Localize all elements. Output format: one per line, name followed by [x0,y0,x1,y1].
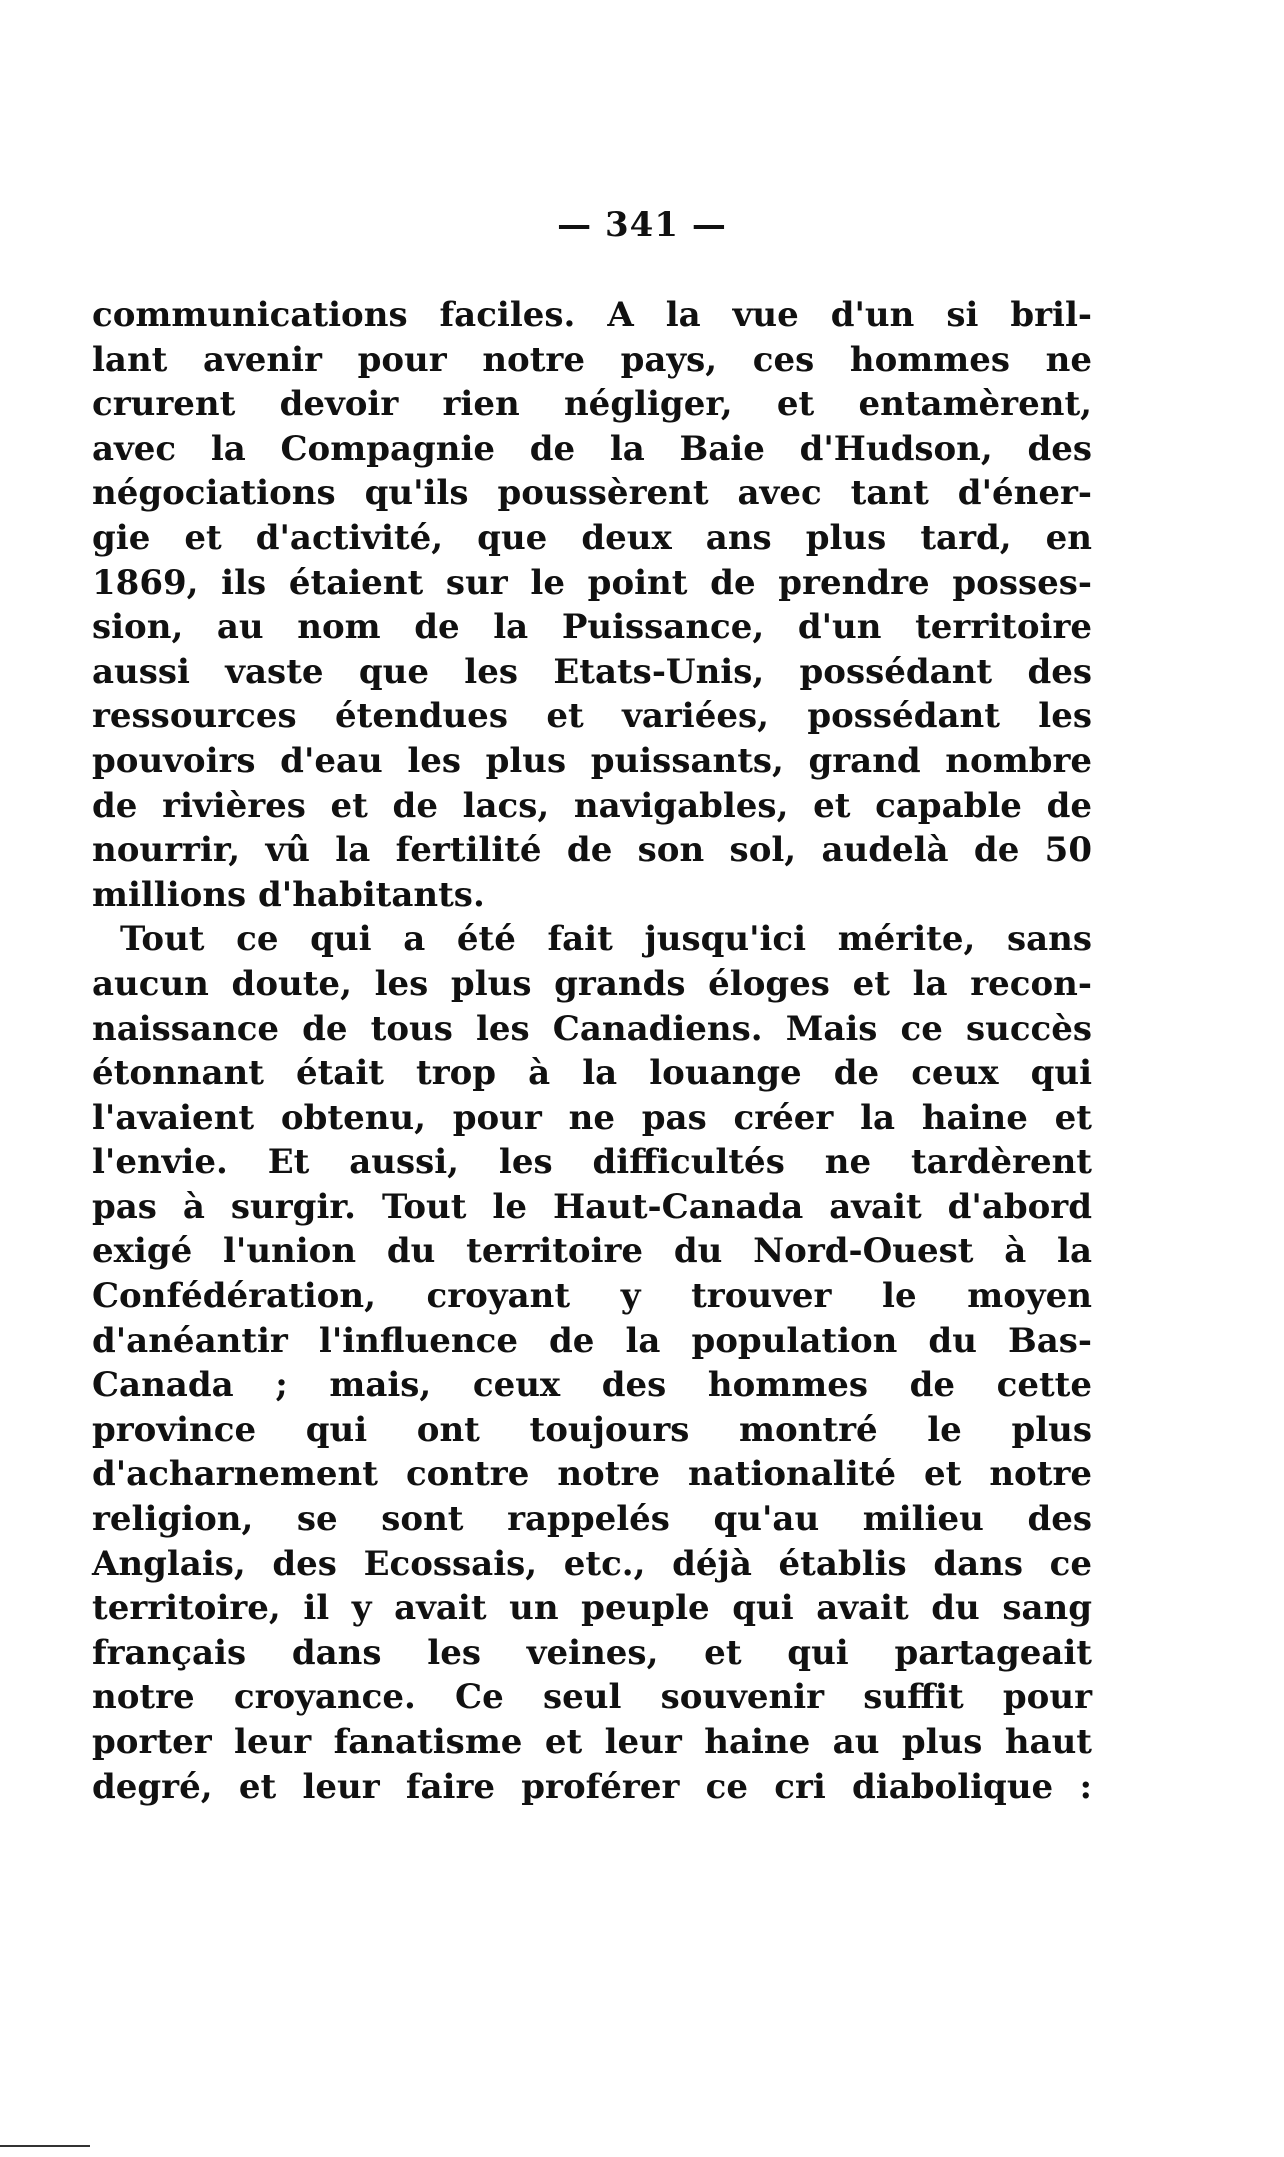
text-line: gie et d'activité, que deux ans plus tard, en [92,517,1092,558]
text-line: d'acharnement contre notre nationalité et notre [92,1454,1092,1495]
text-line: Anglais, des Ecossais, etc., déjà établis dans ce [92,1543,1092,1584]
text-line: porter leur fanatisme et leur haine au plus haut [92,1722,1092,1762]
scan-edge-rule [0,2145,90,2147]
body-text [92,293,1092,1809]
text-line: aussi vaste que les Etats-Unis, possédant des [92,651,1092,692]
text-line: Confédération, croyant y trouver le moyen [92,1276,1092,1317]
text-line: religion, se sont rappelés qu'au milieu des [92,1499,1092,1540]
text-line: crurent devoir rien négliger, et entamèrent, [92,384,1092,425]
text-line: de rivières et de lacs, navigables, et capable de [92,785,1092,826]
text-line: ressources étendues et variées, possédant les [92,696,1092,737]
text-line: Canada ; mais, ceux des hommes de cette [92,1365,1092,1406]
text-line: étonnant était trop à la louange de ceux qui [92,1053,1092,1094]
text-line: exigé l'union du territoire du Nord-Ouest à la [92,1231,1092,1272]
text-line: 1869, ils étaient sur le point de prendre posses- [92,562,1092,603]
text-line: sion, au nom de la Puissance, d'un territoire [92,607,1092,648]
text-line: notre croyance. Ce seul souvenir suffit pour [92,1677,1092,1718]
text-line: naissance de tous les Canadiens. Mais ce succès [92,1008,1092,1049]
text-line: avec la Compagnie de la Baie d'Hudson, des [92,428,1092,469]
text-line: province qui ont toujours montré le plus [92,1409,1092,1450]
text-line: français dans les veines, et qui partageait [92,1632,1092,1673]
text-line: millions d'habitants. [92,874,485,915]
text-line: pas à surgir. Tout le Haut-Canada avait d'abord [92,1186,1092,1227]
text-line: nourrir, vû la fertilité de son sol, audelà de 50 [92,830,1092,871]
text-line: territoire, il y avait un peuple qui avait du sang [92,1588,1092,1629]
paragraph [92,917,1092,1809]
text-line: degré, et leur faire proférer ce cri diabolique : [92,1766,1092,1807]
text-line: l'avaient obtenu, pour ne pas créer la haine et [92,1097,1092,1138]
text-line: aucun doute, les plus grands éloges et la recon- [92,963,1092,1004]
text-line: Tout ce qui a été fait jusqu'ici mérite, sans [120,919,1092,960]
text-line: communications faciles. A la vue d'un si bril- [92,295,1092,335]
text-line: pouvoirs d'eau les plus puissants, grand nombre [92,740,1092,781]
text-line: d'anéantir l'influence de la population du Bas- [92,1320,1092,1361]
page-number: — 341 — [557,205,727,245]
paragraph [92,293,1092,917]
text-line: lant avenir pour notre pays, ces hommes ne [92,339,1092,380]
text-line: négociations qu'ils poussèrent avec tant d'éner- [92,473,1092,514]
text-line: l'envie. Et aussi, les difficultés ne tardèrent [92,1142,1092,1183]
